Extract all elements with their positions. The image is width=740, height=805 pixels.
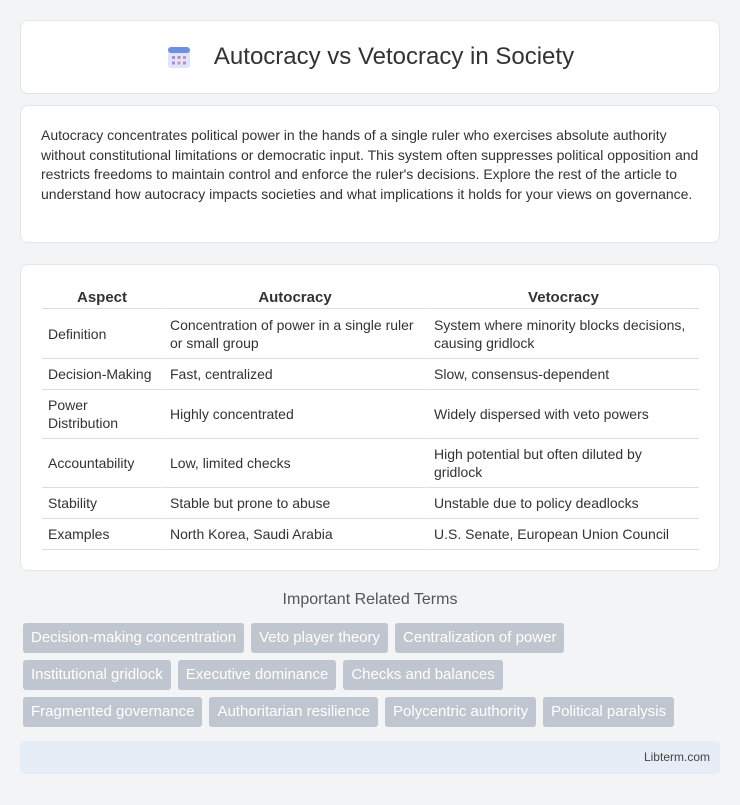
related-term-tag[interactable]: Checks and balances <box>343 660 502 690</box>
related-term-tag[interactable]: Institutional gridlock <box>23 660 171 690</box>
comparison-table-card <box>20 264 720 571</box>
table-cell: Highly concentrated <box>162 390 426 439</box>
related-term-tag[interactable]: Fragmented governance <box>23 697 202 727</box>
related-term-tag[interactable]: Political paralysis <box>543 697 674 727</box>
table-cell: High potential but often diluted by gridlock <box>426 439 699 488</box>
table-cell: North Korea, Saudi Arabia <box>162 519 426 550</box>
tag-row <box>23 623 723 653</box>
comparison-table <box>42 285 699 550</box>
table-cell: Concentration of power in a single ruler or small group <box>162 309 426 359</box>
table-cell: Low, limited checks <box>162 439 426 488</box>
related-term-tag[interactable]: Veto player theory <box>251 623 388 653</box>
column-header-autocracy: Autocracy <box>162 285 426 309</box>
related-term-tag[interactable]: Centralization of power <box>395 623 564 653</box>
related-term-tag[interactable]: Executive dominance <box>178 660 337 690</box>
table-cell: System where minority blocks decisions, causing gridlock <box>426 309 699 359</box>
intro-text: Autocracy concentrates political power in the hands of a single ruler who exercises absolute authority without constitutional limitations or democratic input. This system often suppresses political opposition and restricts freedoms to maintain control and enforce the ruler's decisions. Explore the rest of the article to understand how autocracy impacts societies and what implications it holds for your views on governance. <box>41 127 699 202</box>
table-row <box>42 359 699 390</box>
table-cell: U.S. Senate, European Union Council <box>426 519 699 550</box>
header-card <box>20 20 720 94</box>
table-cell: Unstable due to policy deadlocks <box>426 488 699 519</box>
table-row <box>42 488 699 519</box>
table-cell: Stability <box>42 488 162 519</box>
calendar-grid-icon <box>166 44 192 70</box>
table-cell: Examples <box>42 519 162 550</box>
table-row <box>42 309 699 359</box>
table-row <box>42 390 699 439</box>
related-term-tag[interactable]: Decision-making concentration <box>23 623 244 653</box>
related-term-tag[interactable]: Authoritarian resilience <box>209 697 378 727</box>
footer <box>20 741 720 774</box>
table-cell: Fast, centralized <box>162 359 426 390</box>
table-cell: Definition <box>42 309 162 359</box>
table-cell: Decision-Making <box>42 359 162 390</box>
table-cell: Accountability <box>42 439 162 488</box>
table-cell: Slow, consensus-dependent <box>426 359 699 390</box>
table-cell: Widely dispersed with veto powers <box>426 390 699 439</box>
column-header-aspect: Aspect <box>42 285 162 309</box>
table-header-row <box>42 285 699 309</box>
footer-brand-link[interactable]: Libterm.com <box>643 750 710 764</box>
tag-row <box>23 660 723 690</box>
table-cell: Power Distribution <box>42 390 162 439</box>
tag-row <box>23 697 723 727</box>
table-cell: Stable but prone to abuse <box>162 488 426 519</box>
related-terms-list <box>23 623 723 734</box>
page-title: Autocracy vs Vetocracy in Society <box>213 43 575 70</box>
related-terms-title: Important Related Terms <box>282 591 458 608</box>
column-header-vetocracy: Vetocracy <box>426 285 699 309</box>
table-row <box>42 519 699 550</box>
intro-card <box>20 105 720 243</box>
table-row <box>42 439 699 488</box>
related-term-tag[interactable]: Polycentric authority <box>385 697 536 727</box>
